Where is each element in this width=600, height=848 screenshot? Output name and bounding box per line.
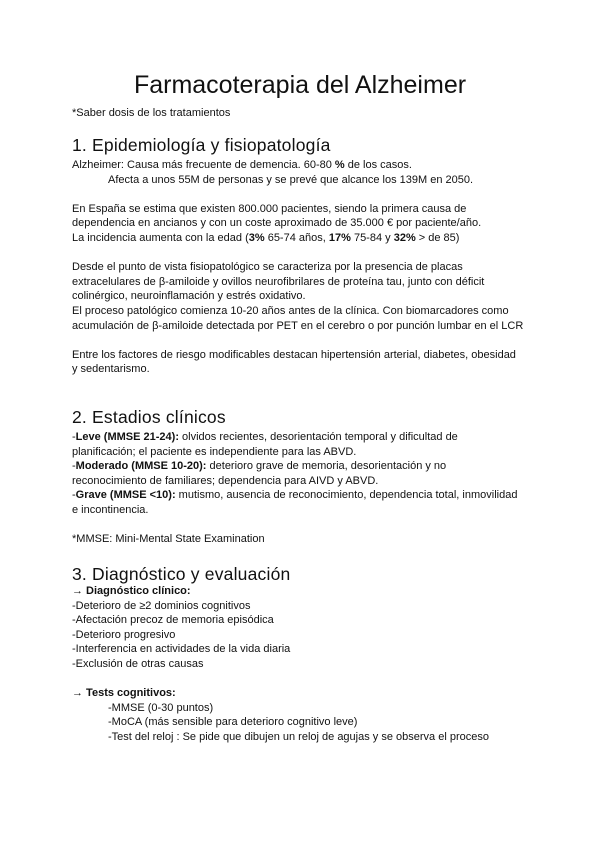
stage-grave-label: Grave (MMSE <10): (75, 489, 176, 502)
stage-leve-text: olvidos recientes, desorientación temporal y dificultad de (178, 431, 458, 443)
stage-moderado-cont: reconocimiento de familiares; dependencia para AIVD y ABVD. (72, 474, 379, 487)
s1-line-6: Desde el punto de vista fisiopatológico se caracteriza por la presencia de placas (72, 261, 463, 274)
cognitive-test-item: -MoCA (más sensible para deterioro cognitivo leve) (108, 716, 358, 729)
stage-grave-text: mutismo, ausencia de reconocimiento, dependencia total, inmovilidad (175, 489, 518, 502)
stage-grave: -Grave (MMSE <10): mutismo, ausencia de reconocimiento, dependencia total, inmovilidad (72, 489, 518, 502)
s1-l5-e: 75-84 y (350, 231, 394, 244)
s1-l5-g: > de 85) (415, 231, 460, 244)
s1-line-3: En España se estima que existen 800.000 pacientes, siendo la primera causa de (72, 202, 467, 215)
s1-line-1-tail: de los casos. (344, 159, 412, 171)
s1-l5-c: 65-74 años, (264, 231, 329, 244)
section-2-heading: 2. Estadios clínicos (72, 407, 226, 427)
s1-line-4: dependencia en ancianos y con un coste aproximado de 35.000 € por paciente/año. (72, 217, 482, 230)
cognitive-tests-label (72, 686, 542, 701)
clinical-dx-item: -Deterioro progresivo (72, 628, 176, 641)
stage-leve-cont: planificación; el paciente es independiente para las ABVD. (72, 445, 357, 458)
s1-line-7: extracelulares de β-amiloide y ovillos neurofibrilares de proteína tau, junto con déficit (72, 275, 485, 288)
clinical-dx-item: -Afectación precoz de memoria episódica (72, 614, 274, 627)
stage-leve-label: Leve (MMSE 21-24): (75, 431, 179, 443)
s1-l5-a: La incidencia aumenta con la edad ( (72, 231, 249, 244)
study-note: *Saber dosis de los tratamientos (72, 107, 231, 119)
section-1-body (72, 158, 542, 377)
s1-line-2: Afecta a unos 55M de personas y se prevé que alcance los 139M en 2050. (108, 173, 474, 186)
section-2-body (72, 430, 542, 547)
cognitive-test-item: -MMSE (0-30 puntos) (108, 701, 214, 714)
clinical-dx-item: -Interferencia en actividades de la vida diaria (72, 643, 291, 656)
s1-line-1-text: Alzheimer: Causa más frecuente de demencia. 60-80 (72, 159, 332, 171)
section-1-heading: 1. Epidemiología y fisiopatología (72, 135, 331, 155)
s1-l5-b: 3% (248, 231, 265, 244)
stage-grave-cont: e incontinencia. (72, 503, 149, 516)
s1-line-1-bold: % (334, 159, 345, 171)
s1-line-11: Entre los factores de riesgo modificables destacan hipertensión arterial, diabetes, obesidad (72, 348, 516, 361)
stage-moderado: -Moderado (MMSE 10-20): deterioro grave de memoria, desorientación y no (72, 460, 447, 473)
s1-line-10: acumulación de β-amiloide detectada por PET en el cerebro o por punción lumbar en el LCR (72, 319, 524, 332)
stage-moderado-text: deterioro grave de memoria, desorientación y no (206, 460, 447, 473)
clinical-dx-label (72, 584, 542, 599)
mmse-footnote: *MMSE: Mini-Mental State Examination (72, 533, 265, 546)
clinical-dx-item: -Exclusión de otras causas (72, 657, 204, 670)
cognitive-test-item: -Test del reloj : Se pide que dibujen un reloj de agujas y se observa el proceso (108, 730, 489, 743)
document-title: Farmacoterapia del Alzheimer (133, 71, 467, 99)
s1-line-1 (72, 158, 542, 173)
s1-l5-f: 32% (393, 231, 416, 244)
s1-line-5 (72, 231, 542, 246)
section-3-heading: 3. Diagnóstico y evaluación (72, 564, 291, 584)
clinical-dx-label-text: → Diagnóstico clínico: (72, 585, 191, 597)
s1-l5-d: 17% (328, 231, 351, 244)
s1-line-9: El proceso patológico comienza 10-20 años antes de la clínica. Con biomarcadores como (72, 304, 509, 317)
section-3-body (72, 584, 542, 745)
s1-line-12: y sedentarismo. (72, 363, 150, 376)
clinical-dx-item: -Deterioro de ≥2 dominios cognitivos (72, 599, 251, 612)
stage-moderado-label: Moderado (MMSE 10-20): (75, 460, 207, 473)
stage-leve: -Leve (MMSE 21-24): olvidos recientes, desorientación temporal y dificultad de (72, 431, 458, 443)
s1-line-8: colinérgico, neuroinflamación y estrés oxidativo. (72, 290, 306, 303)
cognitive-tests-label-text: → Tests cognitivos: (72, 687, 176, 700)
